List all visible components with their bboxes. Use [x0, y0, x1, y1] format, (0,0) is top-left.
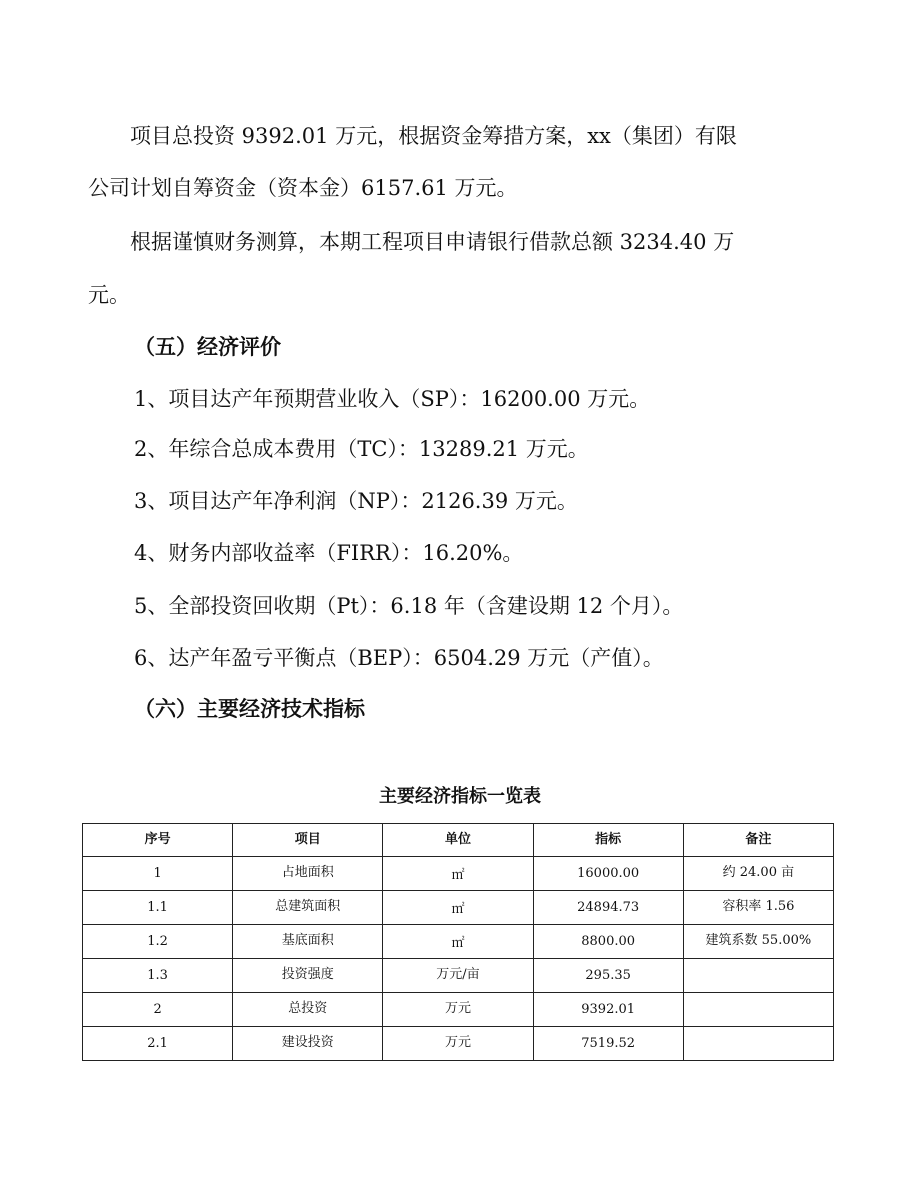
cell-note: 建筑系数 55.00% [683, 925, 833, 959]
table-row [83, 959, 834, 993]
cell-value: 7519.52 [533, 1027, 683, 1061]
header-index: 序号 [83, 824, 233, 857]
cell-index: 2 [83, 993, 233, 1027]
header-indicator: 指标 [533, 824, 683, 857]
cell-note: 容积率 1.56 [683, 891, 833, 925]
cell-value: 9392.01 [533, 993, 683, 1027]
paragraph-line-4: 元。 [88, 283, 130, 307]
header-unit: 单位 [383, 824, 533, 857]
cell-note [683, 1027, 833, 1061]
cell-unit: ㎡ [383, 891, 533, 925]
eval-item-1: 1、项目达产年预期营业收入（SP）：16200.00 万元。 [134, 387, 651, 411]
cell-unit: 万元 [383, 1027, 533, 1061]
table-row [83, 1027, 834, 1061]
cell-index: 1 [83, 857, 233, 891]
cell-value: 8800.00 [533, 925, 683, 959]
economic-indicators-table [82, 823, 834, 1061]
cell-value: 24894.73 [533, 891, 683, 925]
cell-unit: 万元 [383, 993, 533, 1027]
cell-index: 1.2 [83, 925, 233, 959]
table-header-row [83, 824, 834, 857]
table-row [83, 993, 834, 1027]
table-title: 主要经济指标一览表 [379, 786, 541, 807]
cell-unit: 万元/亩 [383, 959, 533, 993]
cell-item: 投资强度 [233, 959, 383, 993]
cell-item: 基底面积 [233, 925, 383, 959]
cell-index: 1.3 [83, 959, 233, 993]
paragraph-line-2: 公司计划自筹资金（资本金）6157.61 万元。 [88, 176, 518, 200]
eval-item-2: 2、年综合总成本费用（TC）：13289.21 万元。 [134, 437, 589, 461]
eval-item-3: 3、项目达产年净利润（NP）：2126.39 万元。 [134, 489, 578, 513]
cell-value: 16000.00 [533, 857, 683, 891]
section-5-heading: （五）经济评价 [134, 335, 281, 359]
paragraph-line-3: 根据谨慎财务测算，本期工程项目申请银行借款总额 3234.40 万 [88, 230, 735, 254]
cell-index: 1.1 [83, 891, 233, 925]
cell-item: 总投资 [233, 993, 383, 1027]
header-note: 备注 [683, 824, 833, 857]
section-6-heading: （六）主要经济技术指标 [134, 697, 365, 721]
paragraph-line-1: 项目总投资 9392.01 万元，根据资金筹措方案，xx（集团）有限 [88, 124, 737, 148]
cell-note [683, 959, 833, 993]
cell-note: 约 24.00 亩 [683, 857, 833, 891]
eval-item-4: 4、财务内部收益率（FIRR）：16.20%。 [134, 541, 524, 565]
cell-value: 295.35 [533, 959, 683, 993]
table-row [83, 857, 834, 891]
cell-index: 2.1 [83, 1027, 233, 1061]
cell-unit: ㎡ [383, 857, 533, 891]
cell-note [683, 993, 833, 1027]
eval-item-5: 5、全部投资回收期（Pt）：6.18 年（含建设期 12 个月）。 [134, 594, 684, 618]
cell-item: 占地面积 [233, 857, 383, 891]
cell-item: 总建筑面积 [233, 891, 383, 925]
header-item: 项目 [233, 824, 383, 857]
table-row [83, 891, 834, 925]
eval-item-6: 6、达产年盈亏平衡点（BEP）：6504.29 万元（产值）。 [134, 646, 664, 670]
cell-unit: ㎡ [383, 925, 533, 959]
table-row [83, 925, 834, 959]
cell-item: 建设投资 [233, 1027, 383, 1061]
